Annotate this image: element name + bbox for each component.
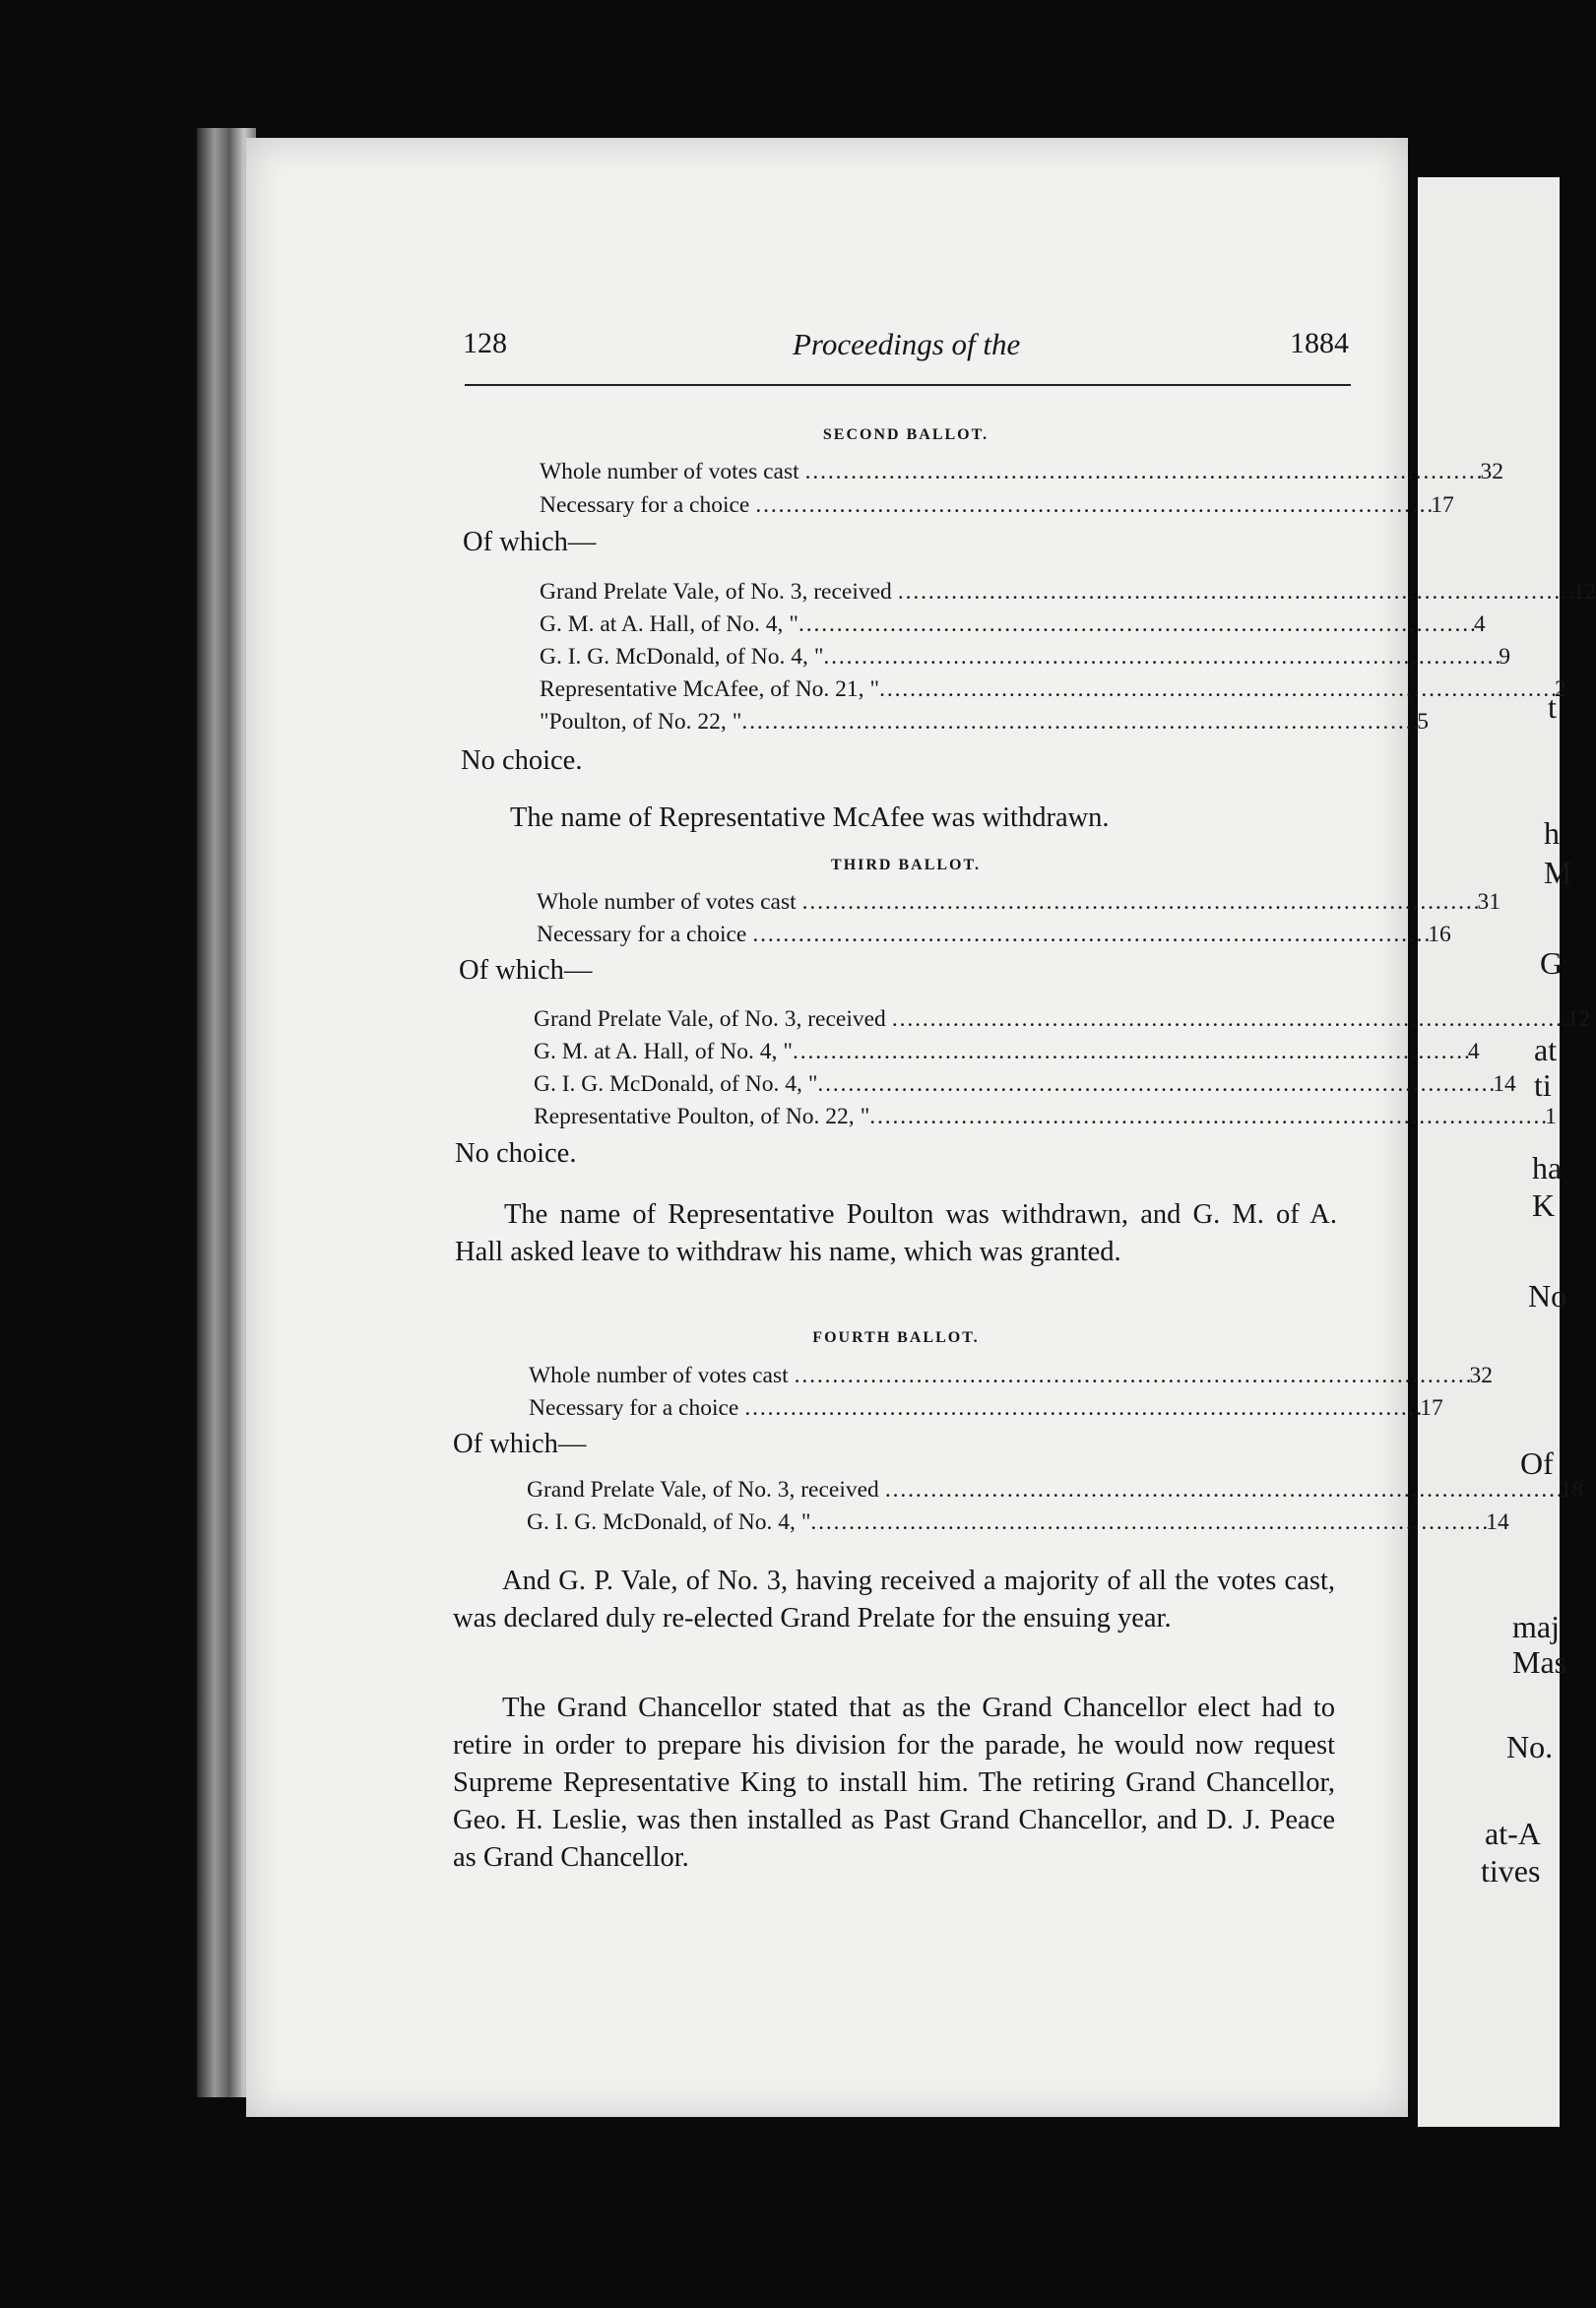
facing-fragment: maj	[1512, 1609, 1560, 1644]
candidate-row: G. M. at A. Hall, of No. 4, " . . . 4	[534, 1039, 1295, 1065]
facing-fragment: No	[1528, 1278, 1567, 1314]
candidate-row: Grand Prelate Vale, of No. 3, received . . . 12	[540, 579, 1298, 606]
candidate-row: G. I. G. McDonald, of No. 4, " . . . 9	[540, 644, 1298, 671]
facing-fragment: h	[1544, 815, 1560, 851]
candidate-row: Grand Prelate Vale, of No. 3, received . . . 18	[527, 1477, 1292, 1504]
ballot-row: Whole number of votes cast . . . 31	[537, 889, 1295, 916]
candidate-row: G. I. G. McDonald, of No. 4, " . . . 14	[527, 1509, 1292, 1536]
ballot-row: Necessary for a choice . . . 17	[529, 1395, 1292, 1422]
ballot-row: Necessary for a choice . . . 16	[537, 922, 1295, 948]
withdrawal-paragraph: The name of Representative Poulton was withdrawn, and G. M. of A. Hall asked leave to withdraw his name, which was granted.	[455, 1199, 1337, 1267]
of-which-label: Of which—	[459, 955, 593, 986]
candidate-row: G. I. G. McDonald, of No. 4, " . . . 14	[534, 1071, 1295, 1098]
of-which-label: Of which—	[463, 527, 597, 557]
ballot-result: No choice.	[461, 745, 583, 776]
facing-fragment: Mas	[1512, 1644, 1567, 1680]
facing-fragment: ha	[1532, 1150, 1563, 1186]
facing-fragment: ti	[1534, 1067, 1552, 1103]
header-year: 1884	[1290, 327, 1349, 359]
third-ballot-title: THIRD BALLOT.	[831, 857, 981, 873]
facing-fragment: t	[1548, 689, 1557, 725]
page-number: 128	[463, 327, 507, 359]
facing-fragment: at	[1534, 1032, 1558, 1067]
facing-fragment: Of	[1520, 1445, 1554, 1481]
running-header	[463, 327, 1349, 366]
installation-paragraph: The Grand Chancellor stated that as the Grand Chancellor elect had to retire in order to prepare his division for the parade, he would now request Supreme Representative King to install him. The retiring Grand Chancellor, Geo. H. Leslie, was then installed as Past Grand Chancellor, and D. J. Peace as Grand Chancellor.	[453, 1693, 1335, 1873]
facing-fragment: K	[1532, 1187, 1556, 1223]
second-ballot-title: SECOND BALLOT.	[822, 426, 990, 443]
ballot-row: Whole number of votes cast . . . 32	[540, 459, 1298, 485]
election-paragraph: And G. P. Vale, of No. 3, having received a majority of all the votes cast, was declared duly re-elected Grand Prelate for the ensuing year.	[453, 1566, 1335, 1634]
withdrawal-note: The name of Representative McAfee was withdrawn.	[510, 802, 1110, 833]
facing-fragment: M	[1544, 855, 1572, 890]
fourth-ballot-title: FOURTH BALLOT.	[812, 1329, 980, 1346]
running-title: Proceedings of the	[793, 327, 1021, 361]
facing-fragment: at-A	[1485, 1816, 1541, 1851]
of-which-label: Of which—	[453, 1429, 587, 1459]
facing-fragment: tives	[1481, 1853, 1541, 1889]
candidate-row: Representative Poulton, of No. 22, " . . . 1	[534, 1104, 1295, 1130]
ballot-row: Necessary for a choice . . . 17	[540, 492, 1298, 519]
candidate-row: G. M. at A. Hall, of No. 4, " . . . 4	[540, 611, 1298, 638]
ballot-result: No choice.	[455, 1138, 577, 1169]
ballot-row: Whole number of votes cast . . . 32	[529, 1363, 1292, 1389]
candidate-row: Representative McAfee, of No. 21, " . . . 2	[540, 676, 1298, 703]
header-rule	[465, 384, 1351, 386]
facing-fragment: No.	[1506, 1729, 1554, 1764]
candidate-row: " Poulton, of No. 22, " . . . 5	[540, 709, 1298, 736]
candidate-row: Grand Prelate Vale, of No. 3, received . . . 12	[534, 1006, 1295, 1033]
facing-fragment: G	[1540, 945, 1564, 981]
